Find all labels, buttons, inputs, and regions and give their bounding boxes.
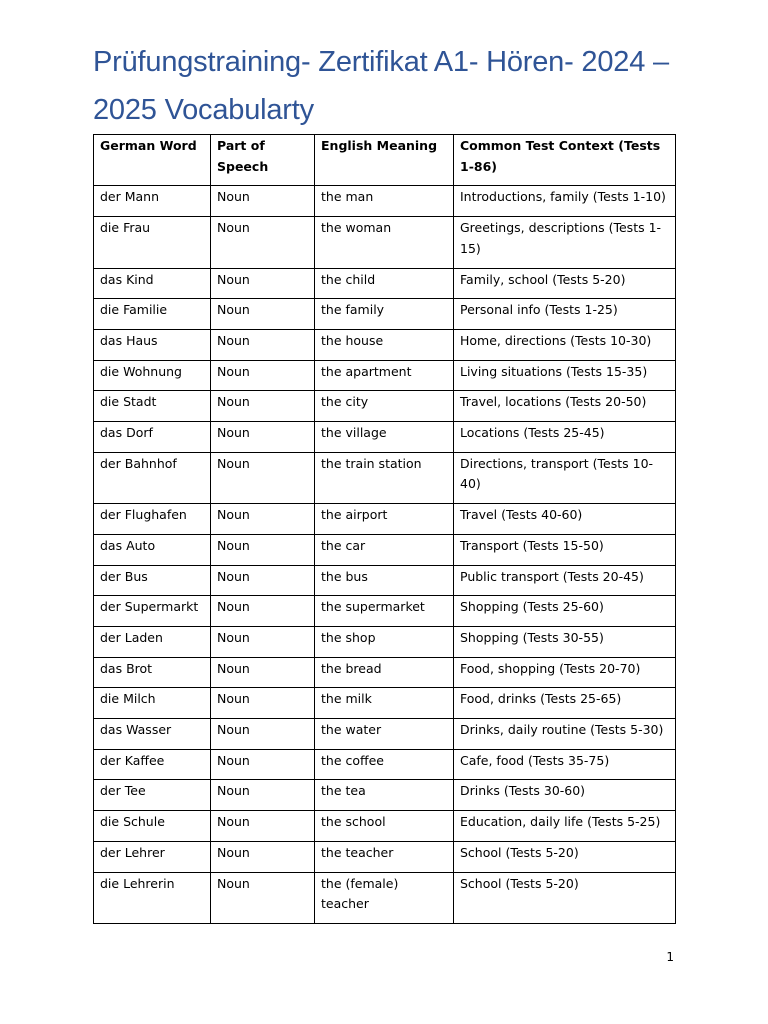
cell-part-of-speech: Noun	[211, 217, 315, 268]
cell-english-meaning: the airport	[315, 504, 454, 535]
cell-german-word: der Mann	[94, 186, 211, 217]
cell-german-word: der Laden	[94, 626, 211, 657]
table-row	[94, 811, 676, 842]
cell-english-meaning: the bread	[315, 657, 454, 688]
page-number: 1	[666, 950, 674, 964]
table-row	[94, 688, 676, 719]
cell-part-of-speech: Noun	[211, 299, 315, 330]
cell-german-word: das Haus	[94, 329, 211, 360]
cell-test-context: Locations (Tests 25-45)	[454, 422, 676, 453]
cell-german-word: die Schule	[94, 811, 211, 842]
cell-english-meaning: the tea	[315, 780, 454, 811]
vocabulary-table	[93, 134, 676, 924]
cell-german-word: der Tee	[94, 780, 211, 811]
cell-english-meaning: the (female) teacher	[315, 872, 454, 923]
cell-part-of-speech: Noun	[211, 186, 315, 217]
cell-test-context: Drinks (Tests 30-60)	[454, 780, 676, 811]
cell-part-of-speech: Noun	[211, 534, 315, 565]
cell-test-context: Home, directions (Tests 10-30)	[454, 329, 676, 360]
cell-test-context: Food, shopping (Tests 20-70)	[454, 657, 676, 688]
cell-test-context: School (Tests 5-20)	[454, 841, 676, 872]
table-row	[94, 452, 676, 503]
cell-german-word: das Wasser	[94, 719, 211, 750]
cell-test-context: Public transport (Tests 20-45)	[454, 565, 676, 596]
cell-part-of-speech: Noun	[211, 811, 315, 842]
cell-english-meaning: the water	[315, 719, 454, 750]
cell-german-word: das Dorf	[94, 422, 211, 453]
cell-german-word: das Auto	[94, 534, 211, 565]
cell-german-word: die Familie	[94, 299, 211, 330]
table-row	[94, 565, 676, 596]
table-row	[94, 391, 676, 422]
cell-part-of-speech: Noun	[211, 360, 315, 391]
cell-part-of-speech: Noun	[211, 329, 315, 360]
table-row	[94, 360, 676, 391]
cell-german-word: das Kind	[94, 268, 211, 299]
header-english-meaning: English Meaning	[315, 135, 454, 186]
cell-english-meaning: the family	[315, 299, 454, 330]
cell-german-word: die Stadt	[94, 391, 211, 422]
table-row	[94, 329, 676, 360]
header-test-context: Common Test Context (Tests 1-86)	[454, 135, 676, 186]
document-title: Prüfungstraining- Zertifikat A1- Hören- 2024 – 2025 Vocabularty	[93, 46, 669, 126]
table-row	[94, 657, 676, 688]
table-row	[94, 504, 676, 535]
cell-part-of-speech: Noun	[211, 749, 315, 780]
table-row	[94, 780, 676, 811]
cell-part-of-speech: Noun	[211, 719, 315, 750]
cell-part-of-speech: Noun	[211, 565, 315, 596]
cell-english-meaning: the train station	[315, 452, 454, 503]
cell-part-of-speech: Noun	[211, 268, 315, 299]
cell-english-meaning: the teacher	[315, 841, 454, 872]
cell-german-word: die Frau	[94, 217, 211, 268]
cell-english-meaning: the coffee	[315, 749, 454, 780]
table-header	[94, 135, 676, 186]
cell-part-of-speech: Noun	[211, 688, 315, 719]
cell-part-of-speech: Noun	[211, 872, 315, 923]
header-german-word: German Word	[94, 135, 211, 186]
table-row	[94, 268, 676, 299]
cell-english-meaning: the city	[315, 391, 454, 422]
cell-english-meaning: the bus	[315, 565, 454, 596]
cell-german-word: der Kaffee	[94, 749, 211, 780]
table-row	[94, 299, 676, 330]
cell-english-meaning: the shop	[315, 626, 454, 657]
cell-test-context: Introductions, family (Tests 1-10)	[454, 186, 676, 217]
cell-english-meaning: the supermarket	[315, 596, 454, 627]
header-part-of-speech: Part of Speech	[211, 135, 315, 186]
cell-test-context: Travel, locations (Tests 20-50)	[454, 391, 676, 422]
cell-german-word: das Brot	[94, 657, 211, 688]
cell-test-context: Shopping (Tests 25-60)	[454, 596, 676, 627]
cell-part-of-speech: Noun	[211, 422, 315, 453]
cell-english-meaning: the school	[315, 811, 454, 842]
cell-english-meaning: the man	[315, 186, 454, 217]
cell-test-context: Family, school (Tests 5-20)	[454, 268, 676, 299]
cell-test-context: Personal info (Tests 1-25)	[454, 299, 676, 330]
cell-english-meaning: the village	[315, 422, 454, 453]
table-body	[94, 186, 676, 924]
cell-german-word: der Supermarkt	[94, 596, 211, 627]
table-row	[94, 626, 676, 657]
cell-part-of-speech: Noun	[211, 391, 315, 422]
table-row	[94, 186, 676, 217]
table-row	[94, 596, 676, 627]
cell-test-context: Travel (Tests 40-60)	[454, 504, 676, 535]
cell-part-of-speech: Noun	[211, 452, 315, 503]
cell-english-meaning: the car	[315, 534, 454, 565]
cell-test-context: Food, drinks (Tests 25-65)	[454, 688, 676, 719]
cell-part-of-speech: Noun	[211, 504, 315, 535]
cell-test-context: Transport (Tests 15-50)	[454, 534, 676, 565]
cell-part-of-speech: Noun	[211, 626, 315, 657]
cell-german-word: der Flughafen	[94, 504, 211, 535]
cell-german-word: der Bahnhof	[94, 452, 211, 503]
cell-test-context: Shopping (Tests 30-55)	[454, 626, 676, 657]
table-row	[94, 841, 676, 872]
cell-english-meaning: the house	[315, 329, 454, 360]
cell-english-meaning: the apartment	[315, 360, 454, 391]
cell-german-word: die Lehrerin	[94, 872, 211, 923]
table-row	[94, 422, 676, 453]
table-row	[94, 534, 676, 565]
cell-test-context: Directions, transport (Tests 10-40)	[454, 452, 676, 503]
cell-test-context: School (Tests 5-20)	[454, 872, 676, 923]
table-row	[94, 872, 676, 923]
cell-test-context: Living situations (Tests 15-35)	[454, 360, 676, 391]
table-row	[94, 217, 676, 268]
table-row	[94, 749, 676, 780]
cell-test-context: Education, daily life (Tests 5-25)	[454, 811, 676, 842]
cell-german-word: die Wohnung	[94, 360, 211, 391]
cell-test-context: Cafe, food (Tests 35-75)	[454, 749, 676, 780]
cell-english-meaning: the child	[315, 268, 454, 299]
cell-english-meaning: the woman	[315, 217, 454, 268]
table-row	[94, 719, 676, 750]
cell-part-of-speech: Noun	[211, 841, 315, 872]
cell-part-of-speech: Noun	[211, 596, 315, 627]
cell-part-of-speech: Noun	[211, 657, 315, 688]
cell-english-meaning: the milk	[315, 688, 454, 719]
cell-german-word: die Milch	[94, 688, 211, 719]
cell-german-word: der Lehrer	[94, 841, 211, 872]
cell-part-of-speech: Noun	[211, 780, 315, 811]
cell-german-word: der Bus	[94, 565, 211, 596]
cell-test-context: Greetings, descriptions (Tests 1-15)	[454, 217, 676, 268]
table-header-row	[94, 135, 676, 186]
cell-test-context: Drinks, daily routine (Tests 5-30)	[454, 719, 676, 750]
